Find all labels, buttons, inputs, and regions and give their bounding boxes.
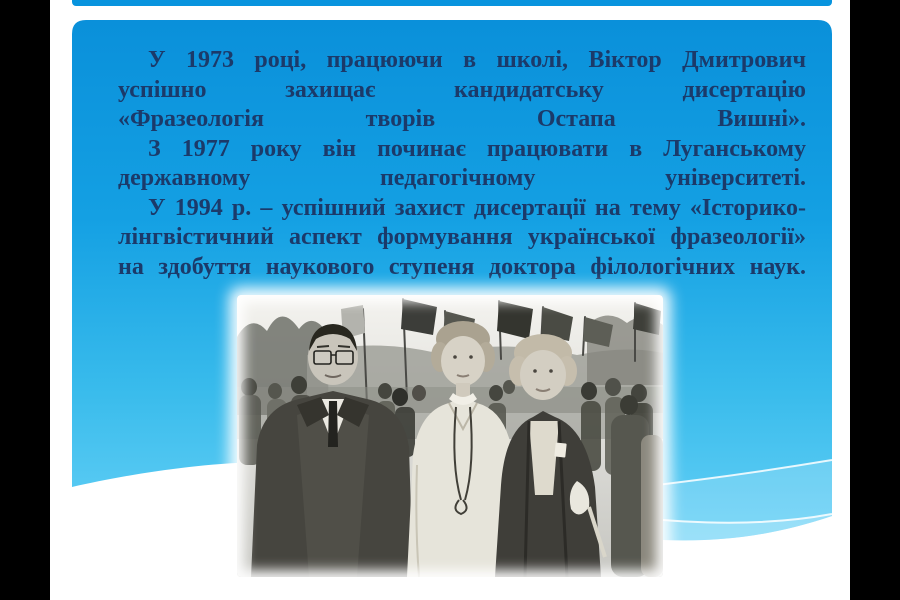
text-line: на здобуття наукового ступеня доктора філологічних наук. xyxy=(118,253,806,280)
photo-scene xyxy=(237,295,663,577)
letterbox-right xyxy=(850,0,900,600)
top-accent-strip xyxy=(72,0,832,6)
text-line: «Фразеологія творів Остапа Вишні». xyxy=(118,106,806,132)
slide-background xyxy=(50,0,850,600)
text-line: У 1994 р. – успішний захист дисертації на тему «Історико- xyxy=(148,194,806,221)
text-line: У 1973 році, працюючи в школі, Віктор Дмитрович xyxy=(148,47,806,73)
text-line: успішно захищає кандидатську дисертацію xyxy=(118,76,806,103)
letterbox-left xyxy=(0,0,50,600)
text-line: лінгвістичний аспект формування української фразеології» xyxy=(118,224,806,250)
slide-text xyxy=(118,46,806,282)
historical-photo xyxy=(237,295,663,577)
text-line: державному педагогічному університеті. xyxy=(118,165,806,191)
text-line: З 1977 року він починає працювати в Луганському xyxy=(148,135,806,162)
